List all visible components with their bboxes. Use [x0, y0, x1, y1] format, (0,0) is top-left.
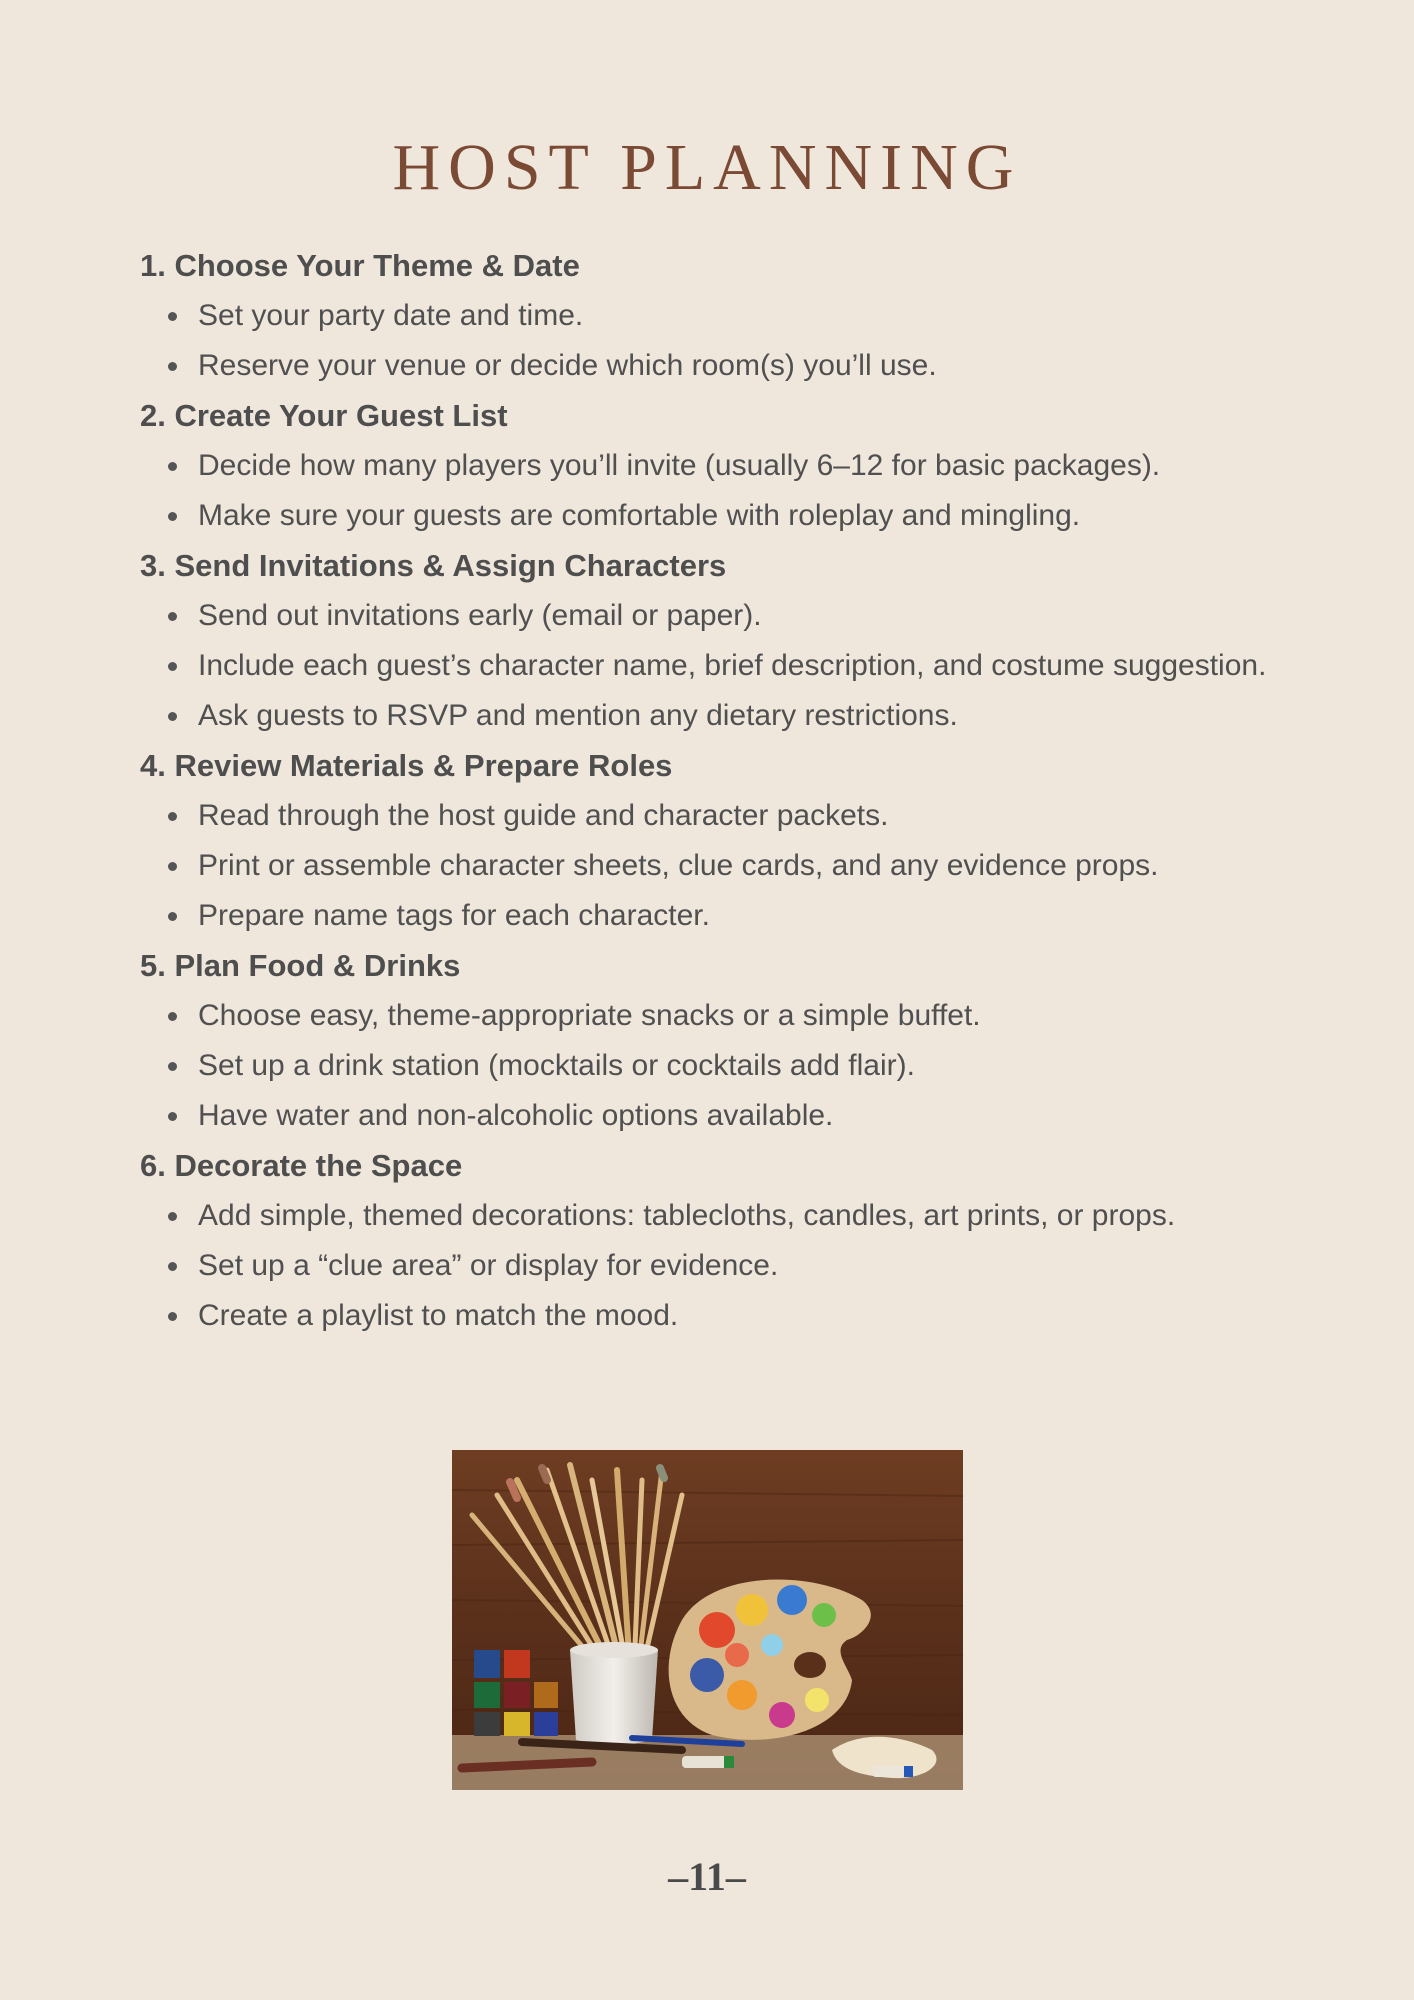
list-item — [140, 291, 1280, 341]
list-item — [140, 1091, 1280, 1141]
list-item-text: Choose easy, theme-appropriate snacks or a simple buffet. — [198, 999, 981, 1032]
section — [140, 741, 1280, 941]
list-item-text: Set up a “clue area” or display for evidence. — [198, 1249, 779, 1282]
list-item-text: Add simple, themed decorations: tablecloths, candles, art prints, or props. — [198, 1199, 1176, 1232]
section — [140, 541, 1280, 741]
list-item-text: Reserve your venue or decide which room(s) you’ll use. — [198, 349, 937, 382]
list-item — [140, 341, 1280, 391]
section-heading: 5. Plan Food & Drinks — [140, 948, 461, 983]
list-item — [140, 691, 1280, 741]
bullet-icon — [168, 1312, 177, 1321]
list-item — [140, 841, 1280, 891]
list-item — [140, 991, 1280, 1041]
page-number: –11– — [668, 1854, 746, 1899]
section-heading: 4. Review Materials & Prepare Roles — [140, 748, 673, 783]
list-item-text: Make sure your guests are comfortable with roleplay and mingling. — [198, 499, 1081, 532]
list-item — [140, 891, 1280, 941]
list-item — [140, 1041, 1280, 1091]
bullet-icon — [168, 612, 177, 621]
bullet-list — [140, 1191, 1280, 1341]
section-heading: 1. Choose Your Theme & Date — [140, 248, 580, 283]
bullet-icon — [168, 1212, 177, 1221]
list-item — [140, 441, 1280, 491]
bullet-list — [140, 991, 1280, 1141]
bullet-icon — [168, 812, 177, 821]
list-item-text: Send out invitations early (email or paper). — [198, 599, 762, 632]
list-item — [140, 491, 1280, 541]
list-item-text: Prepare name tags for each character. — [198, 899, 710, 932]
bullet-icon — [168, 1012, 177, 1021]
art-supplies-image — [452, 1450, 963, 1790]
list-item — [140, 791, 1280, 841]
list-item — [140, 591, 1280, 641]
bullet-icon — [168, 1262, 177, 1271]
section — [140, 241, 1280, 391]
bullet-icon — [168, 712, 177, 721]
section — [140, 1141, 1280, 1341]
bullet-list — [140, 291, 1280, 391]
section-heading: 2. Create Your Guest List — [140, 398, 508, 433]
bullet-icon — [168, 1112, 177, 1121]
section — [140, 941, 1280, 1141]
page-title: HOST PLANNING — [392, 131, 1022, 204]
bullet-icon — [168, 862, 177, 871]
list-item-text: Set up a drink station (mocktails or cocktails add flair). — [198, 1049, 915, 1082]
list-item-text: Create a playlist to match the mood. — [198, 1299, 679, 1332]
list-item-text: Have water and non-alcoholic options available. — [198, 1099, 834, 1132]
list-item — [140, 1241, 1280, 1291]
list-item — [140, 1191, 1280, 1241]
list-item-text: Read through the host guide and character packets. — [198, 799, 889, 832]
list-item-text: Ask guests to RSVP and mention any dietary restrictions. — [198, 699, 958, 732]
list-item — [140, 641, 1280, 691]
bullet-icon — [168, 362, 177, 371]
list-item-text: Include each guest’s character name, brief description, and costume suggestion. — [198, 649, 1267, 682]
list-item-text: Print or assemble character sheets, clue cards, and any evidence props. — [198, 849, 1159, 882]
section-heading: 3. Send Invitations & Assign Characters — [140, 548, 727, 583]
list-item — [140, 1291, 1280, 1341]
bullet-list — [140, 441, 1280, 541]
list-item-text: Set your party date and time. — [198, 299, 584, 332]
bullet-icon — [168, 1062, 177, 1071]
section-heading: 6. Decorate the Space — [140, 1148, 463, 1183]
bullet-list — [140, 591, 1280, 741]
list-item-text: Decide how many players you’ll invite (usually 6–12 for basic packages). — [198, 449, 1161, 482]
planning-list — [140, 241, 1280, 1341]
bullet-icon — [168, 512, 177, 521]
bullet-icon — [168, 312, 177, 321]
section — [140, 391, 1280, 541]
bullet-icon — [168, 662, 177, 671]
bullet-list — [140, 791, 1280, 941]
bullet-icon — [168, 462, 177, 471]
bullet-icon — [168, 912, 177, 921]
